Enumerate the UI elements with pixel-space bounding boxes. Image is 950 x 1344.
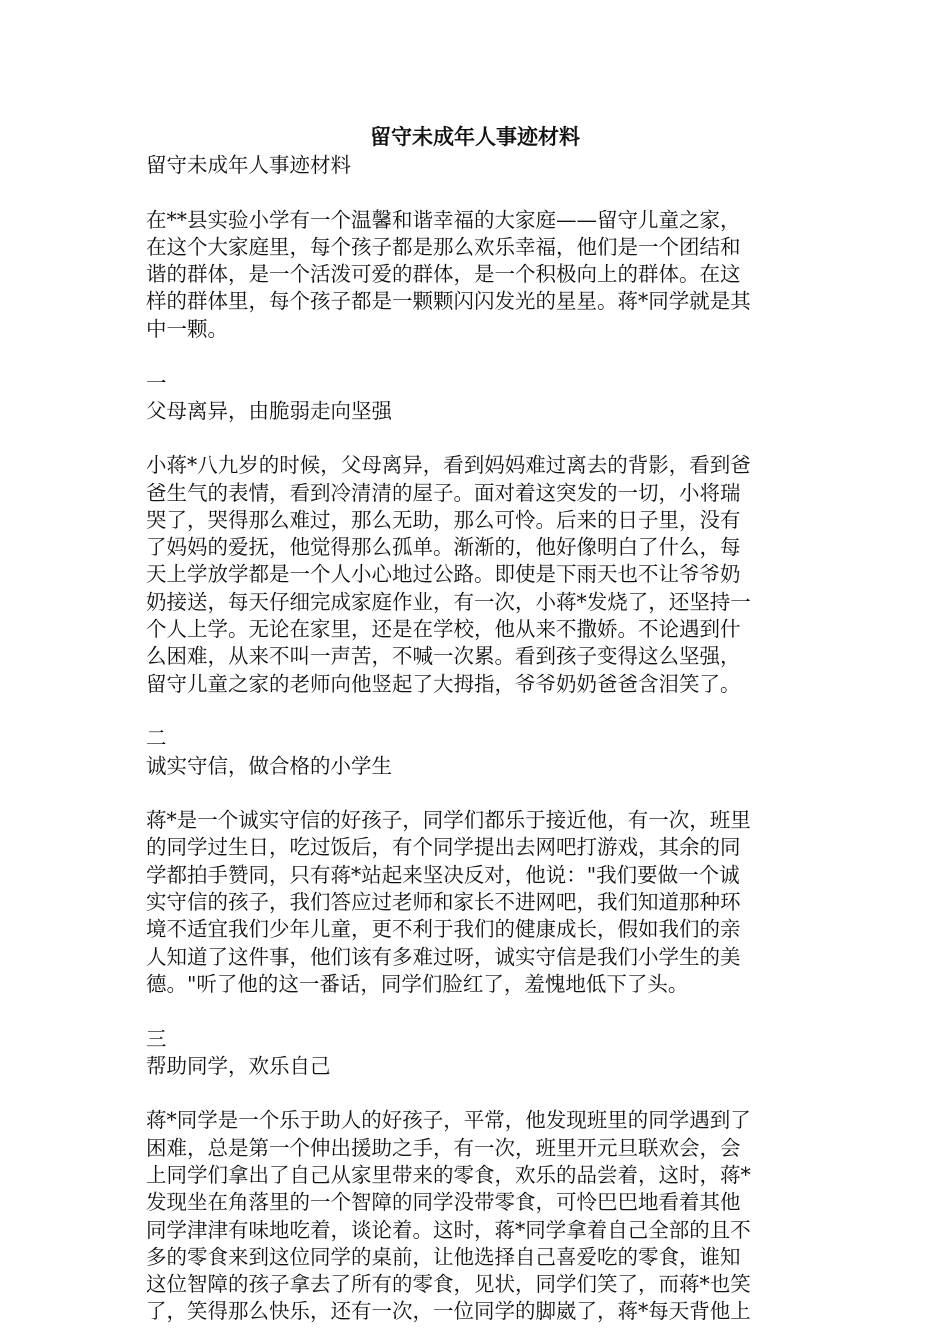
intro-paragraph: 在**县实验小学有一个温馨和谐幸福的大家庭——留守儿童之家， 在这个大家庭里，每个孩子都是那么欢乐幸福，他们是一个团结和 谐的群体，是一个活泼可爱的群体，是一个积极向上的群体。在这 样的群体里，每个孩子都是一颗颗闪闪发光的星星。蒋*同学就是其 中一颗。 xyxy=(146,207,751,341)
blank-line xyxy=(146,780,810,807)
section-3-heading: 帮助同学，欢乐自己 xyxy=(146,1053,331,1078)
section-2-body: 蒋*是一个诚实守信的好孩子，同学们都乐于接近他，有一次，班里 的同学过生日，吃过饭后，有个同学提出去网吧打游戏，其余的同 学都拍手赞同，只有蒋*站起来坚决反对，他说："我们要做一个诚 实守信的孩子，我们答应过老师和家长不进网吧，我们知道那种环 境不适宜我们少年儿童，更不利于我们的健康成长，假如我们的亲 人知道了这件事，他们该有多难过呀，诚实守信是我们小学生的美 德。"听了他的这一番话，同学们脸红了，羞愧地低下了头。 xyxy=(146,808,751,996)
section-2-number: 二 xyxy=(146,726,167,751)
document-title: 留守未成年人事迹材料 xyxy=(370,125,580,149)
blank-line xyxy=(146,698,810,725)
blank-line xyxy=(146,425,810,452)
blank-line xyxy=(146,343,810,370)
blank-line xyxy=(146,998,810,1025)
document-subtitle: 留守未成年人事迹材料 xyxy=(146,153,351,177)
section-3-number: 三 xyxy=(146,1026,167,1051)
section-1-heading: 父母离异，由脆弱走向坚强 xyxy=(146,398,392,423)
section-2-heading: 诚实守信，做合格的小学生 xyxy=(146,753,392,778)
blank-line xyxy=(146,1080,810,1107)
blank-line xyxy=(146,179,810,206)
section-1-number: 一 xyxy=(146,371,167,396)
section-3-body: 蒋*同学是一个乐于助人的好孩子，平常，他发现班里的同学遇到了 困难，总是第一个伸出援助之手，有一次，班里开元旦联欢会，会 上同学们拿出了自己从家里带来的零食，欢乐的品尝着，这时，蒋* 发现坐在角落里的一个智障的同学没带零食，可怜巴巴地看着其他 同学津津有味地吃着，谈论着。这时，蒋*同学拿着自己全部的且不 多的零食来到这位同学的桌前，让他选择自己喜爱吃的零食，谁知 这位智障的孩子拿去了所有的零食，见状，同学们笑了，而蒋*也笑 了，笑得那么快乐，还有一次，一位同学的脚崴了，蒋*每天背他上 xyxy=(146,1108,751,1324)
document-body xyxy=(146,152,810,1326)
section-1-body: 小蒋*八九岁的时候，父母离异，看到妈妈难过离去的背影，看到爸 爸生气的表情，看到冷清清的屋子。面对着这突发的一切，小将瑞 哭了，哭得那么难过，那么无助，那么可怜。后来的日子里，没有 了妈妈的爱抚，他觉得那么孤单。渐渐的，他好像明白了什么，每 天上学放学都是一个人小心地过公路。即使是下雨天也不让爷爷奶 奶接送，每天仔细完成家庭作业，有一次，小蒋*发烧了，还坚持一 个人上学。无论在家里，还是在学校，他从来不撒娇。不论遇到什 么困难，从来不叫一声苦，不喊一次累。看到孩子变得这么坚强， 留守儿童之家的老师向他竖起了大拇指，爷爷奶奶爸爸含泪笑了。 xyxy=(146,453,751,696)
